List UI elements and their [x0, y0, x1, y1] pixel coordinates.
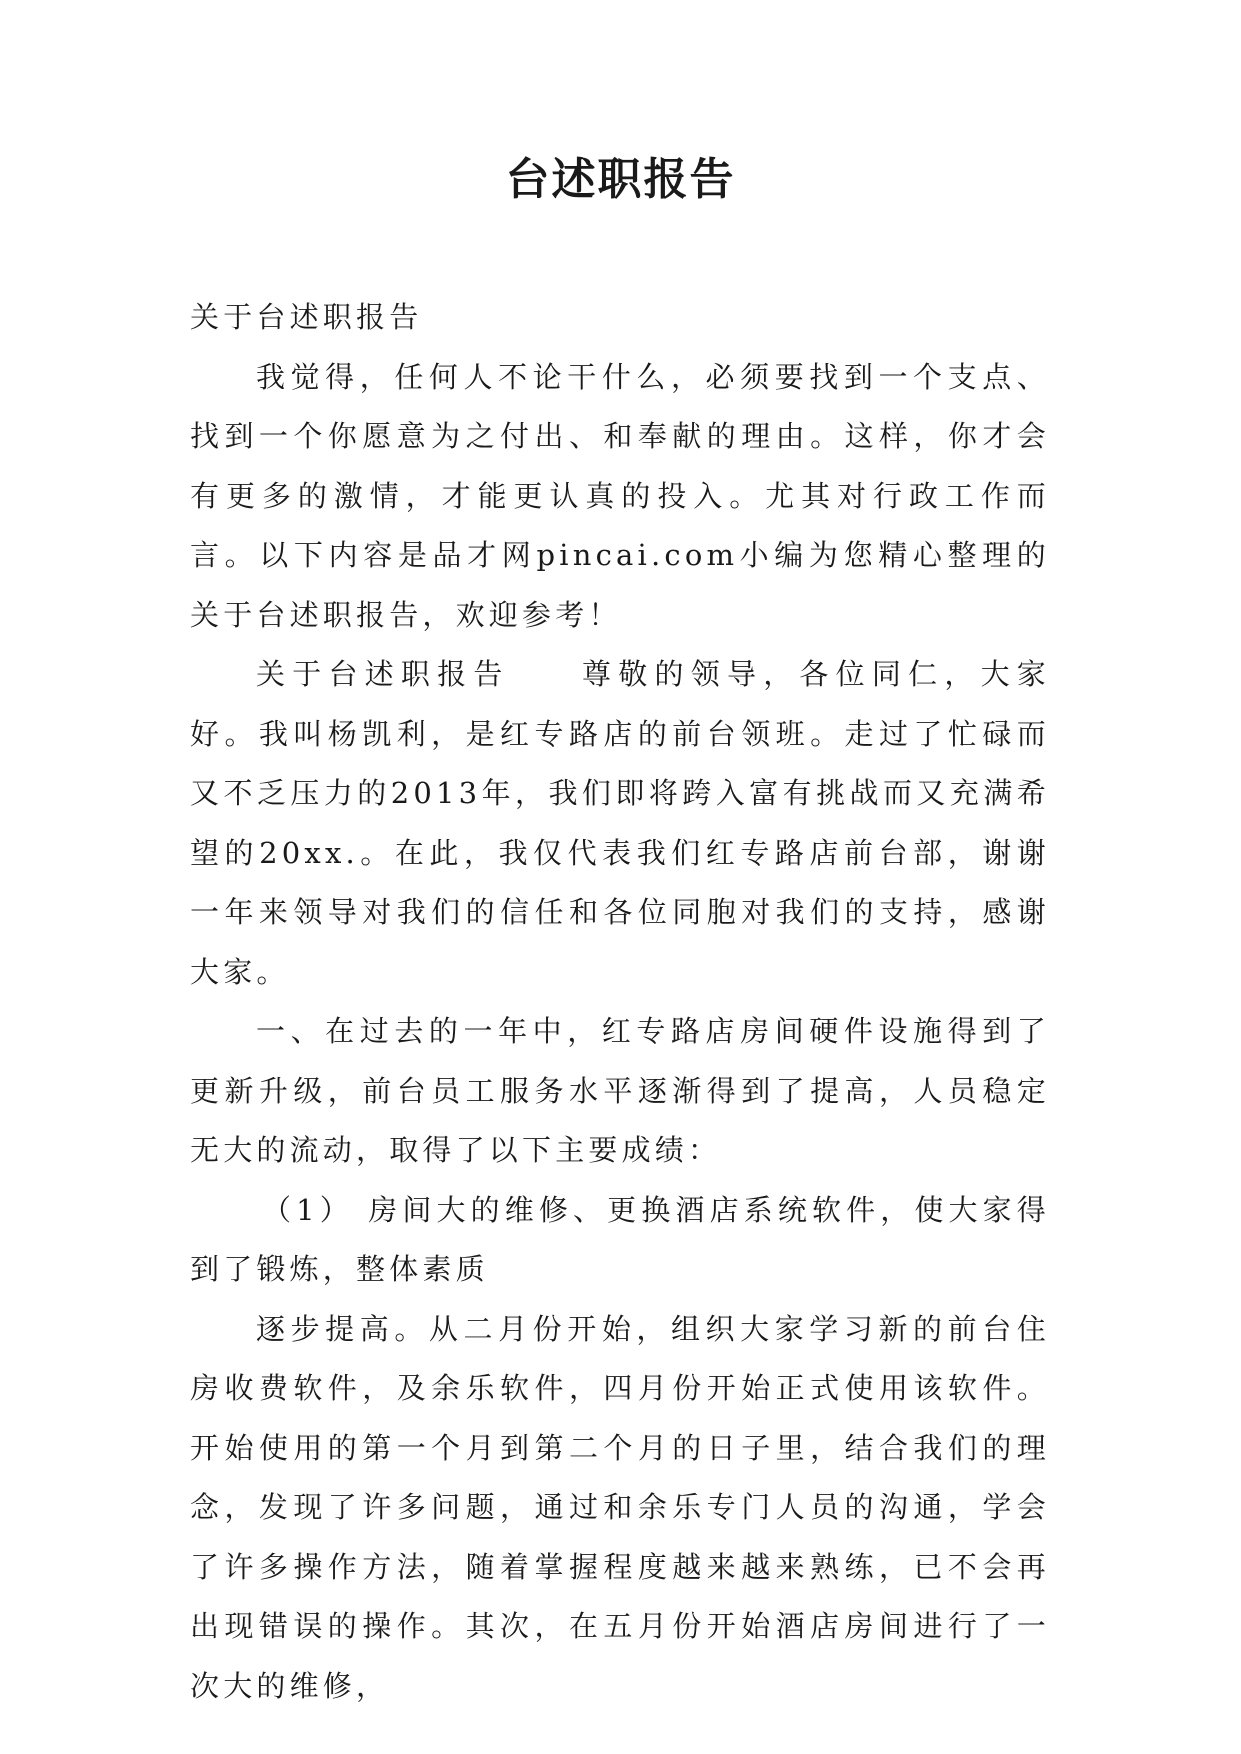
document-title: 台述职报告: [505, 154, 736, 205]
document-body: [190, 288, 1050, 1716]
item-one-paragraph: （1） 房间大的维修、更换酒店系统软件，使大家得到了锻炼，整体素质: [190, 1192, 1050, 1286]
progress-paragraph: 逐步提高。从二月份开始，组织大家学习新的前台住房收费软件，及余乐软件，四月份开始正式使用该软件。开始使用的第一个月到第二个月的日子里，结合我们的理念，发现了许多问题，通过和余乐专门人员的沟通，学会了许多操作方法，随着掌握程度越来越来熟练，已不会再出现错误的操作。其次，在五月份开始酒店房间进行了一次大的维修，: [190, 1311, 1050, 1703]
section-one-paragraph: 一、在过去的一年中，红专路店房间硬件设施得到了更新升级，前台员工服务水平逐渐得到了提高，人员稳定无大的流动，取得了以下主要成绩：: [190, 1014, 1050, 1167]
greeting-paragraph: 关于台述职报告 尊敬的领导，各位同仁，大家好。我叫杨凯利，是红专路店的前台领班。走过了忙碌而又不乏压力的2013年，我们即将跨入富有挑战而又充满希望的20xx.。在此，我仅代表我们红专路店前台部，谢谢一年来领导对我们的信任和各位同胞对我们的支持，感谢大家。: [190, 657, 1050, 989]
subtitle-paragraph: 关于台述职报告: [190, 300, 423, 334]
intro-paragraph: 我觉得，任何人不论干什么，必须要找到一个支点、找到一个你愿意为之付出、和奉献的理由。这样，你才会有更多的激情，才能更认真的投入。尤其对行政工作而言。以下内容是品才网pincai.com小编为您精心整理的关于台述职报告，欢迎参考！: [190, 359, 1050, 632]
